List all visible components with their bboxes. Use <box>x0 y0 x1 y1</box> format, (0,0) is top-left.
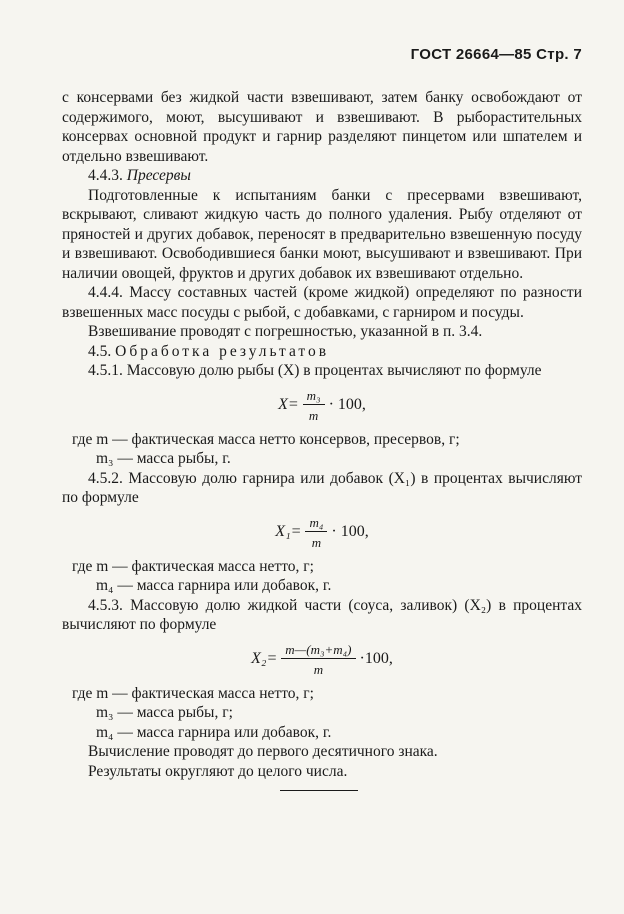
paragraph: 4.4.4. Массу составных частей (кроме жидкой) определяют по разности взвешенных масс посуды с рыбой, с добавками, с гарниром и посуды. <box>62 284 582 321</box>
formula-lhs: X₁= <box>275 523 302 541</box>
formula-numerator: m₄ <box>305 514 327 532</box>
document-body <box>62 88 582 781</box>
where-line: m₄ — масса гарнира или добавок, г. <box>96 723 332 741</box>
formula-denominator: m <box>313 661 324 677</box>
where-line: где m — фактическая масса нетто консервов, пресервов, г; <box>72 430 460 448</box>
formula-numerator: m₃ <box>303 387 325 405</box>
formula-lhs: X₂= <box>251 650 278 668</box>
formula-fraction <box>303 387 325 424</box>
section-heading-4-5 <box>62 342 582 362</box>
where-line: m₄ — масса гарнира или добавок, г. <box>96 577 332 594</box>
paragraph: Вычисление проводят до первого десятичного знака. <box>88 743 438 760</box>
formula-x1 <box>62 514 582 551</box>
where-line: где m — фактическая масса нетто, г; <box>72 684 314 702</box>
paragraph: 4.5.2. Массовую долю гарнира или добавок (X₁) в процентах вычисляют по формуле <box>62 469 582 506</box>
section-title: Обработка результатов <box>115 342 330 360</box>
section-title: Пресервы <box>126 167 191 184</box>
formula-x2 <box>62 641 582 678</box>
formula-x <box>62 387 582 424</box>
paragraph: 4.5.3. Массовую долю жидкой части (соуса, заливок) (X₂) в процентах вычисляют по формуле <box>62 596 582 633</box>
where-line: m₃ — масса рыбы, г. <box>96 450 231 467</box>
formula-numerator: m—(m₃+m₄) <box>281 641 355 659</box>
formula-lhs: X= <box>278 396 299 414</box>
formula-denominator: m <box>308 407 319 423</box>
section-number: 4.4.3. <box>88 167 123 184</box>
end-divider <box>280 790 358 791</box>
paragraph: с консервами без жидкой части взвешивают, затем банку освобождают от содержимого, моют, высушивают и взвешивают. В рыборастительных консервах основной продукт и гарнир разделяют пинцетом или шпателем и отдельно взвешивают. <box>62 89 582 165</box>
formula-rhs: · 100, <box>331 523 369 541</box>
formula-rhs: · 100, <box>328 396 366 414</box>
section-number: 4.5. <box>88 342 112 360</box>
paragraph: 4.5.1. Массовую долю рыбы (X) в процентах вычисляют по формуле <box>88 362 542 379</box>
formula-fraction <box>305 514 327 551</box>
formula-denominator: m <box>311 534 322 550</box>
section-heading-4-4-3 <box>62 166 582 186</box>
formula-rhs: ·100, <box>359 650 393 668</box>
paragraph: Подготовленные к испытаниям банки с пресервами взвешивают, вскрывают, сливают жидкую часть до полного удаления. Рыбу отделяют от пряностей и других добавок, переносят в предварительно взвешенную посуду и взвешивают. Освободившиеся банки моют, высушивают и взвешивают. При наличии овощей, фруктов и других добавок их взвешивают отдельно. <box>62 186 582 282</box>
paragraph: Результаты округляют до целого числа. <box>88 762 348 780</box>
formula-fraction <box>281 641 355 678</box>
paragraph: Взвешивание проводят с погрешностью, указанной в п. 3.4. <box>88 323 483 340</box>
where-line: где m — фактическая масса нетто, г; <box>72 557 314 575</box>
where-line: m₃ — масса рыбы, г; <box>96 704 233 721</box>
page-header: ГОСТ 26664—85 Стр. 7 <box>410 46 582 63</box>
